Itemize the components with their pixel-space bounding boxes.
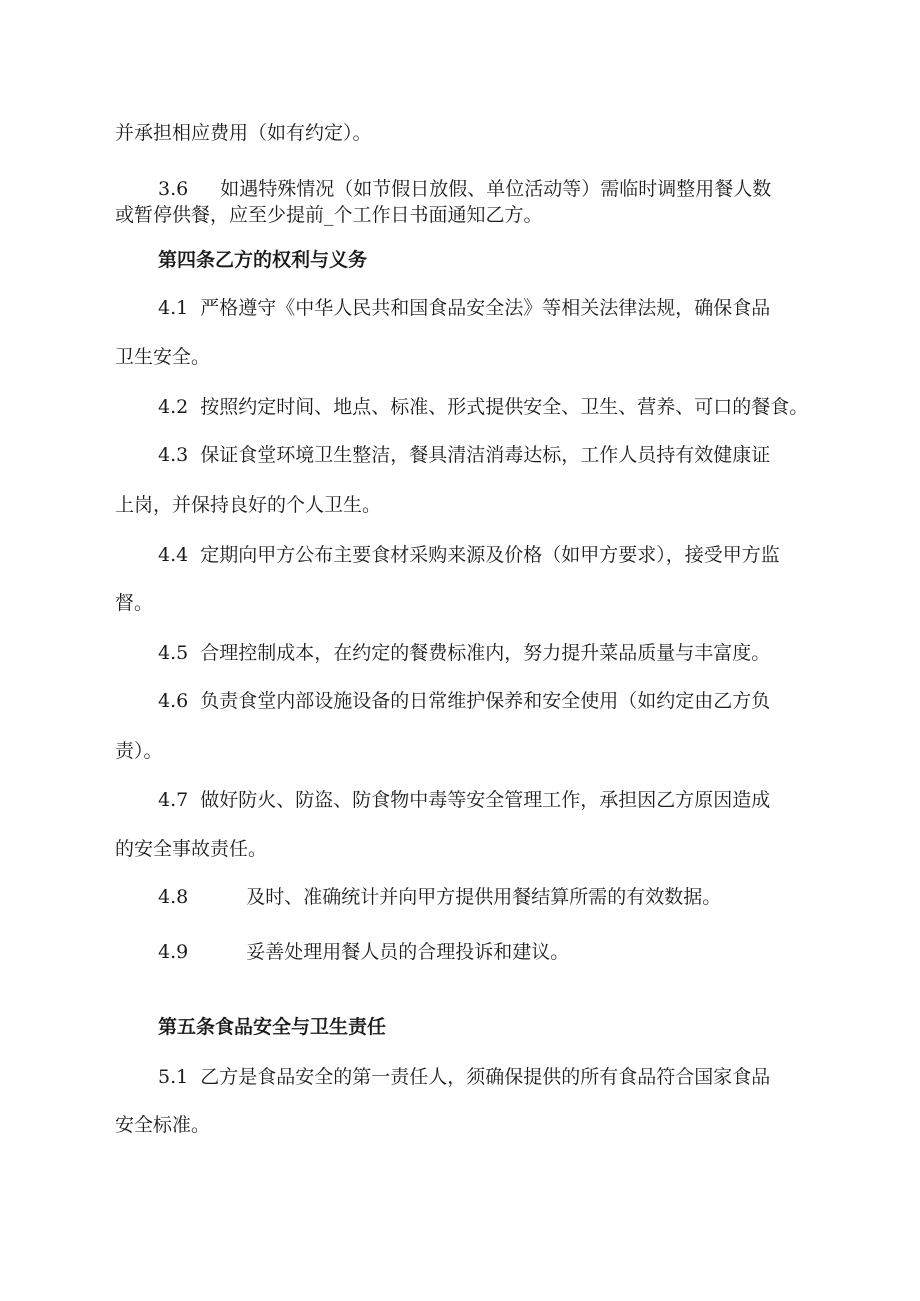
clause-text: 严格遵守《中华人民共和国食品安全法》等相关法律法规，确保食品 <box>200 297 771 319</box>
clause-4-3-continuation <box>115 493 381 517</box>
clause-text: 安全标准。 <box>115 1114 211 1136</box>
clause-text: 上岗，并保持良好的个人卫生。 <box>115 494 382 516</box>
article-5-title <box>158 1015 386 1039</box>
clause-4-2 <box>158 395 808 419</box>
clause-text: 保证食堂环境卫生整洁，餐具清洁消毒达标，工作人员持有效健康证 <box>200 444 771 466</box>
clause-text: 按照约定时间、地点、标准、形式提供安全、卫生、营养、可口的餐食。 <box>200 396 809 418</box>
clause-4-1-continuation <box>115 345 210 369</box>
clause-text: 或暂停供餐，应至少提前_个工作日书面通知乙方。 <box>115 204 543 226</box>
clause-number: 4.4 <box>158 544 189 566</box>
clause-number: 4.6 <box>158 690 189 712</box>
clause-text: 如遇特殊情况（如节假日放假、单位活动等）需临时调整用餐人数 <box>220 178 772 200</box>
clause-number: 3.6 <box>158 178 189 200</box>
clause-4-7 <box>158 788 770 812</box>
clause-5-1 <box>158 1065 770 1089</box>
clause-text: 负责食堂内部设施设备的日常维护保养和安全使用（如约定由乙方负 <box>200 690 771 712</box>
clause-4-3 <box>158 443 770 467</box>
clause-4-8 <box>158 885 721 909</box>
clause-text: 做好防火、防盗、防食物中毒等安全管理工作，承担因乙方原因造成 <box>200 789 771 811</box>
clause-4-6-continuation <box>115 739 163 763</box>
clause-text: 责）。 <box>115 740 163 762</box>
clause-number: 5.1 <box>158 1066 189 1088</box>
paragraph-line <box>115 121 372 145</box>
clause-number: 4.7 <box>158 789 189 811</box>
clause-number: 4.2 <box>158 396 189 418</box>
clause-text: 妥善处理用餐人员的合理投诉和建议。 <box>246 941 570 963</box>
clause-4-4 <box>158 543 780 567</box>
clause-text: 定期向甲方公布主要食材采购来源及价格（如甲方要求），接受甲方监 <box>200 544 780 566</box>
heading-text: 第四条乙方的权利与义务 <box>158 249 368 271</box>
clause-text: 及时、准确统计并向甲方提供用餐结算所需的有效数据。 <box>246 886 722 908</box>
text: 并承担相应费用（如有约定）。 <box>115 122 372 144</box>
clause-4-7-continuation <box>115 837 267 861</box>
clause-number: 4.3 <box>158 444 189 466</box>
clause-4-6 <box>158 689 770 713</box>
clause-4-5 <box>158 641 770 665</box>
clause-text: 乙方是食品安全的第一责任人，须确保提供的所有食品符合国家食品 <box>200 1066 771 1088</box>
clause-4-9 <box>158 940 569 964</box>
clause-number: 4.1 <box>158 297 189 319</box>
heading-text: 第五条食品安全与卫生责任 <box>158 1016 387 1038</box>
article-4-title <box>158 248 367 272</box>
clause-number: 4.9 <box>158 941 189 963</box>
clause-number: 4.8 <box>158 886 189 908</box>
clause-text: 合理控制成本，在约定的餐费标准内，努力提升菜品质量与丰富度。 <box>200 642 771 664</box>
clause-text: 卫生安全。 <box>115 346 211 368</box>
clause-3-6 <box>158 177 771 201</box>
clause-4-4-continuation <box>115 591 153 615</box>
clause-5-1-continuation <box>115 1113 210 1137</box>
clause-3-6-continuation <box>115 203 543 227</box>
clause-number: 4.5 <box>158 642 189 664</box>
clause-text: 的安全事故责任。 <box>115 838 268 860</box>
clause-text: 督。 <box>115 592 154 614</box>
clause-4-1 <box>158 296 770 320</box>
